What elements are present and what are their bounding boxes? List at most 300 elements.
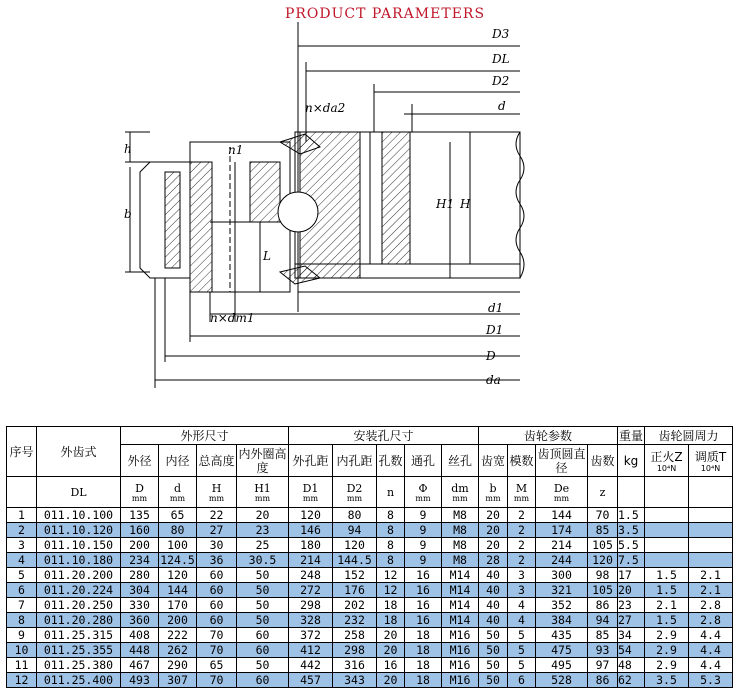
table-cell: 20 [377,643,405,658]
table-cell: 23 [618,598,645,613]
table-cell: 50 [237,613,289,628]
table-cell: 34 [618,628,645,643]
symbol-H-text: H [211,481,222,495]
table-cell: 011.10.120 [37,523,121,538]
table-cell: 328 [289,613,333,628]
table-cell: 60 [197,598,237,613]
header-fz [645,445,689,477]
table-cell: 2.1 [689,583,733,598]
table-row [7,583,733,598]
table-cell [645,538,689,553]
table-cell: M16 [442,673,479,688]
table-cell: 011.10.150 [37,538,121,553]
unit-mm: mm [302,493,319,503]
table-cell: 105 [588,583,618,598]
table-cell: M14 [442,568,479,583]
table-cell: 80 [159,523,197,538]
table-cell: 9 [405,538,442,553]
table-cell: 4 [7,553,37,568]
table-cell: 100 [159,538,197,553]
table-cell [645,523,689,538]
table-cell: 85 [588,628,618,643]
symbol-seq [7,477,37,508]
table-cell: 11 [7,658,37,673]
table-cell: 4.4 [689,643,733,658]
group-mount-holes: 安装孔尺寸 [289,427,479,445]
table-cell: 258 [333,628,377,643]
table-cell: 30.5 [237,553,289,568]
bearing-cross-section-drawing [120,22,540,402]
table-cell: 4 [508,613,536,628]
table-cell: 2.8 [689,613,733,628]
label-n1: n1 [228,143,244,157]
table-cell: 011.20.224 [37,583,121,598]
unit-mm: mm [415,493,431,503]
table-cell: M14 [442,583,479,598]
table-row [7,523,733,538]
table-cell: 50 [237,658,289,673]
table-cell: 1.5 [645,583,689,598]
table-cell: 8 [377,553,405,568]
page-title: PRODUCT PARAMETERS [284,6,486,22]
table-cell: 60 [237,673,289,688]
table-cell: 272 [289,583,333,598]
table-cell: M8 [442,523,479,538]
table-cell: 2 [508,538,536,553]
table-cell: 27 [618,613,645,628]
table-cell: 011.25.315 [37,628,121,643]
group-gear-params: 齿轮参数 [479,427,618,445]
header-thread-hole: 丝孔 [442,445,479,477]
symbol-H1-text: H1 [254,481,271,495]
table-cell: 60 [237,628,289,643]
header-D: 外径 [121,445,159,477]
table-cell: M16 [442,643,479,658]
header-n: 孔数 [377,445,405,477]
table-cell: 298 [289,598,333,613]
table-cell: 20 [618,583,645,598]
symbol-phi [405,477,442,508]
table-cell: 1.5 [645,568,689,583]
table-cell: 28 [479,553,508,568]
table-cell: 50 [237,583,289,598]
table-cell: 2.9 [645,628,689,643]
header-b: 齿宽 [479,445,508,477]
table-cell: 9 [405,553,442,568]
table-cell: 360 [121,613,159,628]
table-cell: 40 [479,613,508,628]
table-cell: 18 [377,613,405,628]
label-D1: D1 [486,323,504,337]
table-cell: 70 [197,673,237,688]
table-row [7,613,733,628]
table-cell: 70 [197,628,237,643]
table-cell: 011.25.380 [37,658,121,673]
table-cell: 16 [405,598,442,613]
symbol-d [159,477,197,508]
symbol-b-text: b [489,481,497,495]
table-cell: 011.10.100 [37,508,121,523]
table-cell: 144.5 [333,553,377,568]
table-cell: 17 [618,568,645,583]
table-cell: 16 [405,583,442,598]
table-cell: 86 [588,673,618,688]
table-cell: 4.4 [689,658,733,673]
table-cell: 146 [289,523,333,538]
table-cell: 50 [479,658,508,673]
symbol-De-text: De [553,481,570,495]
table-cell: M16 [442,628,479,643]
symbol-D1 [289,477,333,508]
table-cell: 011.20.280 [37,613,121,628]
table-cell: 5 [508,643,536,658]
table-cell: 5 [7,568,37,583]
table-cell: 214 [536,538,588,553]
table-cell: 011.20.200 [37,568,121,583]
table-cell: M8 [442,508,479,523]
table-cell: 011.20.250 [37,598,121,613]
table-cell: 120 [159,568,197,583]
table-row [7,538,733,553]
table-cell: 12 [377,583,405,598]
table-row [7,673,733,688]
table-cell: 248 [289,568,333,583]
unit-mm: mm [452,493,468,503]
group-outer-dims: 外形尺寸 [121,427,289,445]
label-DL: DL [492,52,510,66]
table-cell: 160 [121,523,159,538]
table-cell: 2.1 [689,568,733,583]
table-cell: 20 [377,673,405,688]
symbol-z-text: z [599,485,606,499]
table-cell: 316 [333,658,377,673]
header-ft [689,445,733,477]
table-cell: 105 [588,538,618,553]
table-cell: 86 [588,598,618,613]
table-cell: 3 [508,568,536,583]
symbol-H1 [237,477,289,508]
table-row [7,568,733,583]
table-row [7,643,733,658]
header-D2: 内孔距 [333,445,377,477]
table-cell: 144 [536,508,588,523]
table-cell: 2.1 [645,598,689,613]
table-cell: 412 [289,643,333,658]
table-cell: M14 [442,598,479,613]
symbol-z [588,477,618,508]
unit-mm: mm [513,493,530,503]
table-cell: 5 [508,658,536,673]
table-cell: 457 [289,673,333,688]
table-cell: 50 [237,598,289,613]
table-cell: 5.5 [618,538,645,553]
header-d: 内径 [159,445,197,477]
unit-mm: mm [346,493,363,503]
table-cell [689,538,733,553]
symbol-De [536,477,588,508]
table-cell: 20 [377,628,405,643]
table-cell: 2.9 [645,643,689,658]
table-cell: 8 [377,538,405,553]
header-H: 总高度 [197,445,237,477]
table-cell: 94 [333,523,377,538]
table-cell: 1.5 [618,508,645,523]
table-cell: 2.8 [689,598,733,613]
symbol-dm [442,477,479,508]
table-cell: 20 [479,523,508,538]
unit-mm: mm [254,493,271,503]
label-b: b [124,207,132,221]
table-cell: 4 [508,598,536,613]
table-cell [689,508,733,523]
table-cell: 16 [405,568,442,583]
table-cell: 4.4 [689,628,733,643]
table-cell: 50 [479,628,508,643]
table-cell: 18 [405,673,442,688]
table-cell: 144 [159,583,197,598]
table-cell: 475 [536,643,588,658]
table-cell [645,553,689,568]
table-cell: 2 [7,523,37,538]
label-H: H [460,197,471,211]
table-cell: 48 [618,658,645,673]
symbol-phi-text: Φ [418,481,428,495]
symbol-b [479,477,508,508]
table-cell: 12 [7,673,37,688]
table-cell: 214 [289,553,333,568]
table-cell: 280 [121,568,159,583]
symbol-M-text: M [515,481,528,495]
table-cell: 528 [536,673,588,688]
table-cell [645,508,689,523]
symbol-n [377,477,405,508]
table-cell: 442 [289,658,333,673]
table-cell: 307 [159,673,197,688]
label-d: d [498,99,506,113]
table-cell: 70 [197,643,237,658]
table-cell: 27 [197,523,237,538]
table-cell: 011.25.400 [37,673,121,688]
table-cell: 495 [536,658,588,673]
header-through-hole: 通孔 [405,445,442,477]
symbol-ft [689,477,733,508]
symbol-DL-text: DL [70,485,87,499]
table-cell: 5 [508,628,536,643]
table-cell: 9 [405,508,442,523]
table-cell: 18 [405,658,442,673]
table-cell: 120 [333,538,377,553]
symbol-fz [645,477,689,508]
table-cell: 97 [588,658,618,673]
label-da: da [486,373,501,387]
symbol-DL [37,477,121,508]
label-D: D [486,349,496,363]
table-cell: 10 [7,643,37,658]
table-cell: 18 [405,643,442,658]
table-cell: 94 [588,613,618,628]
unit-mm: mm [485,493,501,503]
table-cell: 8 [7,613,37,628]
table-cell: 50 [479,673,508,688]
table-cell: 60 [197,583,237,598]
table-cell: 290 [159,658,197,673]
header-m: 模数 [508,445,536,477]
label-n-dm1: n×dm1 [210,311,255,325]
symbol-D1-text: D1 [302,481,319,495]
table-cell: 22 [197,508,237,523]
table-cell: 85 [588,523,618,538]
table-cell: 3 [508,583,536,598]
label-h: h [124,142,132,156]
table-cell: 20 [237,508,289,523]
table-cell: 200 [121,538,159,553]
table-cell: 5.3 [689,673,733,688]
table-cell: 300 [536,568,588,583]
label-D2: D2 [492,74,510,88]
table-cell: 93 [588,643,618,658]
table-cell: 6 [7,583,37,598]
label-n-da2: n×da2 [305,101,346,115]
table-cell: M14 [442,613,479,628]
table-cell: 120 [289,508,333,523]
table-cell: 16 [377,658,405,673]
table-cell: 7 [7,598,37,613]
header-fz-unit: 10⁴N [656,464,677,473]
table-cell: 20 [479,508,508,523]
table-cell: 1 [7,508,37,523]
group-weight: 重量 [618,427,645,445]
table-cell: 304 [121,583,159,598]
table-cell: 152 [333,568,377,583]
table-cell: 202 [333,598,377,613]
unit-mm: mm [131,493,148,503]
table-cell: 23 [237,523,289,538]
table-cell: 3.5 [645,673,689,688]
unit-mm: mm [553,493,570,503]
symbol-kg [618,477,645,508]
header-seq: 序号 [7,427,37,477]
table-cell: 298 [333,643,377,658]
table-cell: 6 [508,673,536,688]
header-ft-label: 调质T [694,450,727,464]
table-cell: 60 [197,568,237,583]
symbol-D [121,477,159,508]
table-cell: 16 [405,613,442,628]
table-cell: 54 [618,643,645,658]
table-cell: 011.25.355 [37,643,121,658]
table-cell: 3 [7,538,37,553]
table-cell: 9 [405,523,442,538]
table-cell: 435 [536,628,588,643]
table-cell: M8 [442,538,479,553]
header-outer-gear: 外齿式 [37,427,121,477]
group-circumferential-force: 齿轮圆周力 [645,427,733,445]
table-cell: 352 [536,598,588,613]
table-cell: 65 [159,508,197,523]
header-D1: 外孔距 [289,445,333,477]
table-cell: 232 [333,613,377,628]
table-cell: 180 [289,538,333,553]
table-cell: 20 [479,538,508,553]
table-cell: 98 [588,568,618,583]
label-d1: d1 [488,301,504,315]
table-cell: 120 [588,553,618,568]
symbol-H [197,477,237,508]
table-cell: 18 [405,628,442,643]
table-row [7,598,733,613]
symbol-dm-text: dm [451,481,469,495]
table-cell: 124.5 [160,552,195,567]
symbol-d-text: d [173,481,182,495]
table-cell: 372 [289,628,333,643]
table-cell: 40 [479,598,508,613]
table-cell: 2 [508,508,536,523]
symbol-D2-text: D2 [346,481,363,495]
table-cell: 50 [479,643,508,658]
symbol-D-text: D [135,481,144,495]
table-cell: 330 [121,598,159,613]
table-cell: 9 [7,628,37,643]
table-cell: 244 [536,553,588,568]
table-row [7,658,733,673]
label-L: L [263,249,271,263]
table-cell: 65 [197,658,237,673]
unit-mm: mm [169,493,186,503]
table-row [7,508,733,523]
table-cell: 62 [618,673,645,688]
table-cell [689,523,733,538]
table-cell: 222 [159,628,197,643]
table-cell: 8 [377,523,405,538]
table-cell: 40 [479,568,508,583]
table-cell: 36 [197,553,237,568]
table-cell: 135 [121,508,159,523]
label-D3: D3 [492,27,510,41]
table-cell: 7.5 [618,553,645,568]
table-cell: 2 [508,553,536,568]
header-De: 齿顶圆直径 [537,446,586,475]
table-cell: M8 [442,553,479,568]
table-cell: 321 [536,583,588,598]
table-cell [689,553,733,568]
header-fz-label: 正火Z [650,450,683,464]
table-cell: 448 [121,643,159,658]
symbol-M [508,477,536,508]
table-cell: 493 [121,673,159,688]
table-cell: 174 [536,523,588,538]
table-cell: 3.5 [618,523,645,538]
header-ft-unit: 10⁴N [700,464,721,473]
symbol-n-text: n [386,485,395,499]
parameters-table [6,426,733,688]
table-cell: 011.10.180 [37,553,121,568]
table-cell: 70 [588,508,618,523]
unit-mm: mm [208,493,225,503]
header-H1: 内外圈高度 [238,446,287,475]
table-cell: 262 [159,643,197,658]
table-cell: 234 [121,553,159,568]
table-cell: 18 [377,598,405,613]
table-cell: 25 [237,538,289,553]
table-cell: 30 [197,538,237,553]
table-cell: 176 [333,583,377,598]
table-cell: 8 [377,508,405,523]
table-cell: 2 [508,523,536,538]
label-H1: H1 [436,197,455,211]
table-cell: 200 [159,613,197,628]
table-cell: 1.5 [645,613,689,628]
table-cell: 60 [197,613,237,628]
